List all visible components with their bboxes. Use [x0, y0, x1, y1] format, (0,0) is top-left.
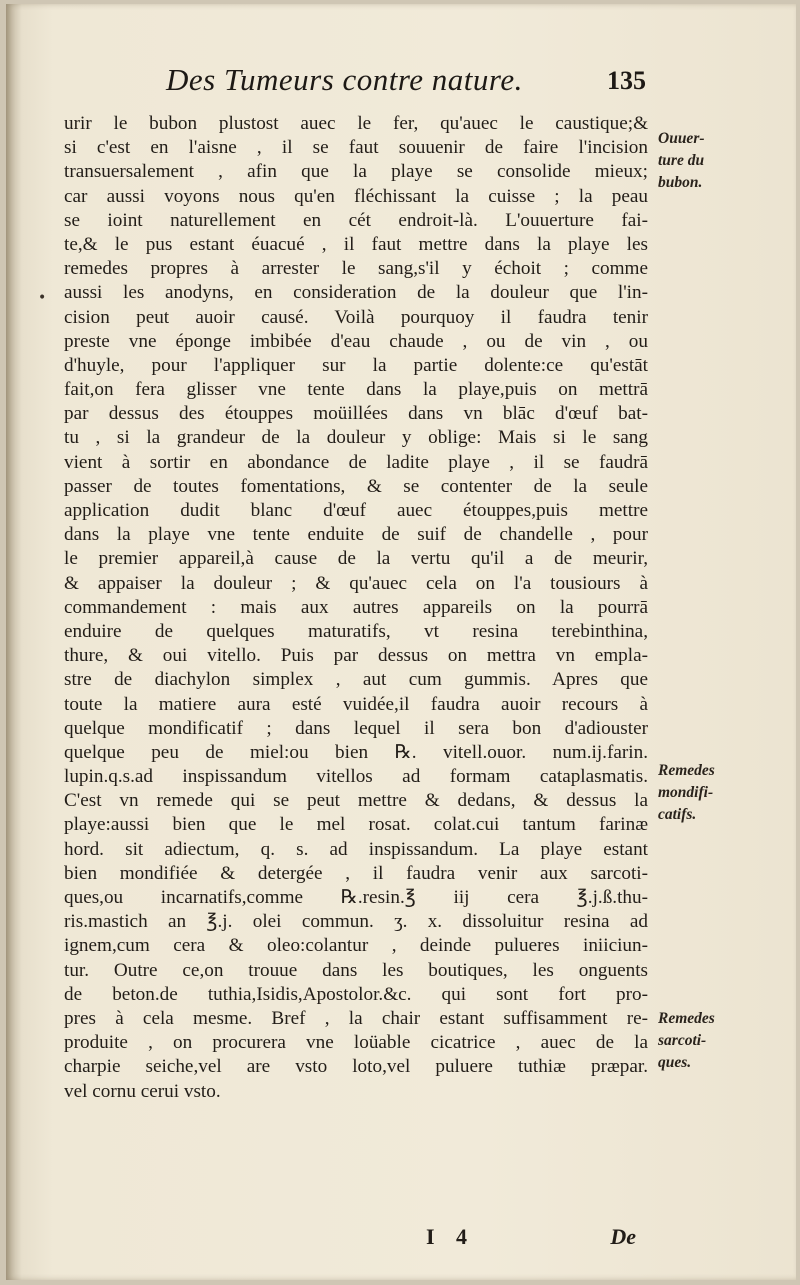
- running-title: Des Tumeurs contre nature.: [166, 62, 523, 97]
- text-line: de beton.de tuthia,Isidis,Apostolor.&c. qui sont fort pro-: [64, 983, 648, 1005]
- margin-dot: •: [38, 290, 47, 306]
- text-line: quelque peu de miel:ou bien ℞. vitell.ouor. num.ij.farin.: [64, 741, 648, 763]
- margin-note-text: Remedes sarcoti- ques.: [658, 1010, 715, 1071]
- margin-note-text: Remedes mondifi- catifs.: [658, 762, 715, 823]
- text-line: preste vne éponge imbibée d'eau chaude , ou de vin , ou: [64, 330, 648, 352]
- text-line: application dudit blanc d'œuf auec étouppes,puis mettre: [64, 500, 648, 521]
- margin-note-text: Ouuer- ture du bubon.: [658, 130, 705, 191]
- text-line: le premier appareil,à cause de la vertu qu'il a de meurir,: [64, 548, 648, 570]
- text-line: passer de toutes fomentations, & se contenter de la seule: [64, 475, 648, 497]
- body-text: [64, 112, 648, 1104]
- page-footer: [426, 1224, 636, 1254]
- text-line: produite , on procurera vne loüable cicatrice , auec de la: [64, 1032, 648, 1054]
- text-line: par dessus des étouppes moüillées dans vn blāc d'œuf bat-: [64, 403, 648, 425]
- text-line: stre de diachylon simplex , aut cum gummis. Apres que: [64, 669, 648, 691]
- margin-note-mondificatifs: [658, 760, 758, 826]
- text-line: te,& le pus estant éuacué , il faut mettre dans la playe les: [64, 233, 648, 255]
- text-line: toute la matiere aura esté vuidée,il faudra auoir recours à: [64, 693, 648, 715]
- text-line: fait,on fera glisser vne tente dans la playe,puis on mettrā: [64, 379, 648, 401]
- text-line: dans la playe vne tente enduite de suif de chandelle , pour: [64, 524, 648, 546]
- text-line: commandement : mais aux autres appareils on la pourrā: [64, 596, 648, 618]
- text-line: cision peut auoir causé. Voilà pourquoy il faudra tenir: [64, 306, 648, 328]
- text-line: lupin.q.s.ad inspissandum vitellos ad formam cataplasmatis.: [64, 766, 648, 788]
- text-line: quelque mondificatif ; dans lequel il sera bon d'adiouster: [64, 717, 648, 739]
- text-line: tur. Outre ce,on trouue dans les boutiques, les onguents: [64, 959, 648, 981]
- text-line: enduire de quelques maturatifs, vt resina terebinthina,: [64, 620, 648, 642]
- text-line: aussi les anodyns, en consideration de la douleur que l'in-: [64, 282, 648, 304]
- page-number: 135: [607, 66, 646, 95]
- text-line: si c'est en l'aisne , il se faut souuenir de faire l'incision: [64, 137, 648, 159]
- text-line: thure, & oui vitello. Puis par dessus on mettra vn empla-: [64, 645, 648, 667]
- text-line: remedes propres à arrester le sang,s'il y échoit ; comme: [64, 258, 648, 280]
- margin-note-ouverture: [658, 128, 758, 194]
- text-line: vel cornu cerui vsto.: [64, 1080, 221, 1102]
- text-line: urir le bubon plustost auec le fer, qu'auec le caustique;&: [64, 113, 648, 134]
- text-line: ques,ou incarnatifs,comme ℞.resin.℥ iij cera ℥.j.ß.thu-: [64, 887, 648, 908]
- text-line: tu , si la grandeur de la douleur y oblige: Mais si le sang: [64, 427, 648, 449]
- text-line: bien mondifiée & detergée , il faudra venir aux sarcoti-: [64, 862, 648, 884]
- text-line: transuersalement , afin que la playe se consolide mieux;: [64, 161, 648, 183]
- page-header: [166, 62, 646, 102]
- text-line: ris.mastich an ℥.j. olei commun. ʒ. x. dissoluitur resina ad: [64, 911, 648, 933]
- text-line: pres à cela mesme. Bref , la chair estant suffisamment re-: [64, 1007, 648, 1029]
- catchword: De: [610, 1224, 636, 1249]
- margin-note-sarcotiques: [658, 1008, 758, 1074]
- text-line: ignem,cum cera & oleo:colantur , deinde pulueres iniiciun-: [64, 935, 648, 957]
- text-line: C'est vn remede qui se peut mettre & dedans, & dessus la: [64, 790, 648, 812]
- signature-mark: I 4: [426, 1224, 476, 1249]
- text-line: charpie seiche,vel are vsto loto,vel puluere tuthiæ præpar.: [64, 1056, 648, 1078]
- text-line: d'huyle, pour l'appliquer sur la partie dolente:ce qu'estāt: [64, 354, 648, 376]
- text-line: & appaiser la douleur ; & qu'auec cela on l'a tousiours à: [64, 572, 648, 594]
- text-line: hord. sit adiectum, q. s. ad inspissandum. La playe estant: [64, 838, 648, 860]
- book-page: [6, 4, 796, 1280]
- text-line: playe:aussi bien que le mel rosat. colat.cui tantum farinæ: [64, 814, 648, 836]
- text-line: car aussi voyons nous qu'en fléchissant la cuisse ; la peau: [64, 185, 648, 207]
- text-line: se ioint naturellement en cét endroit-là. L'ouuerture fai-: [64, 209, 648, 231]
- text-line: vient à sortir en abondance de ladite playe , il se faudrā: [64, 451, 648, 473]
